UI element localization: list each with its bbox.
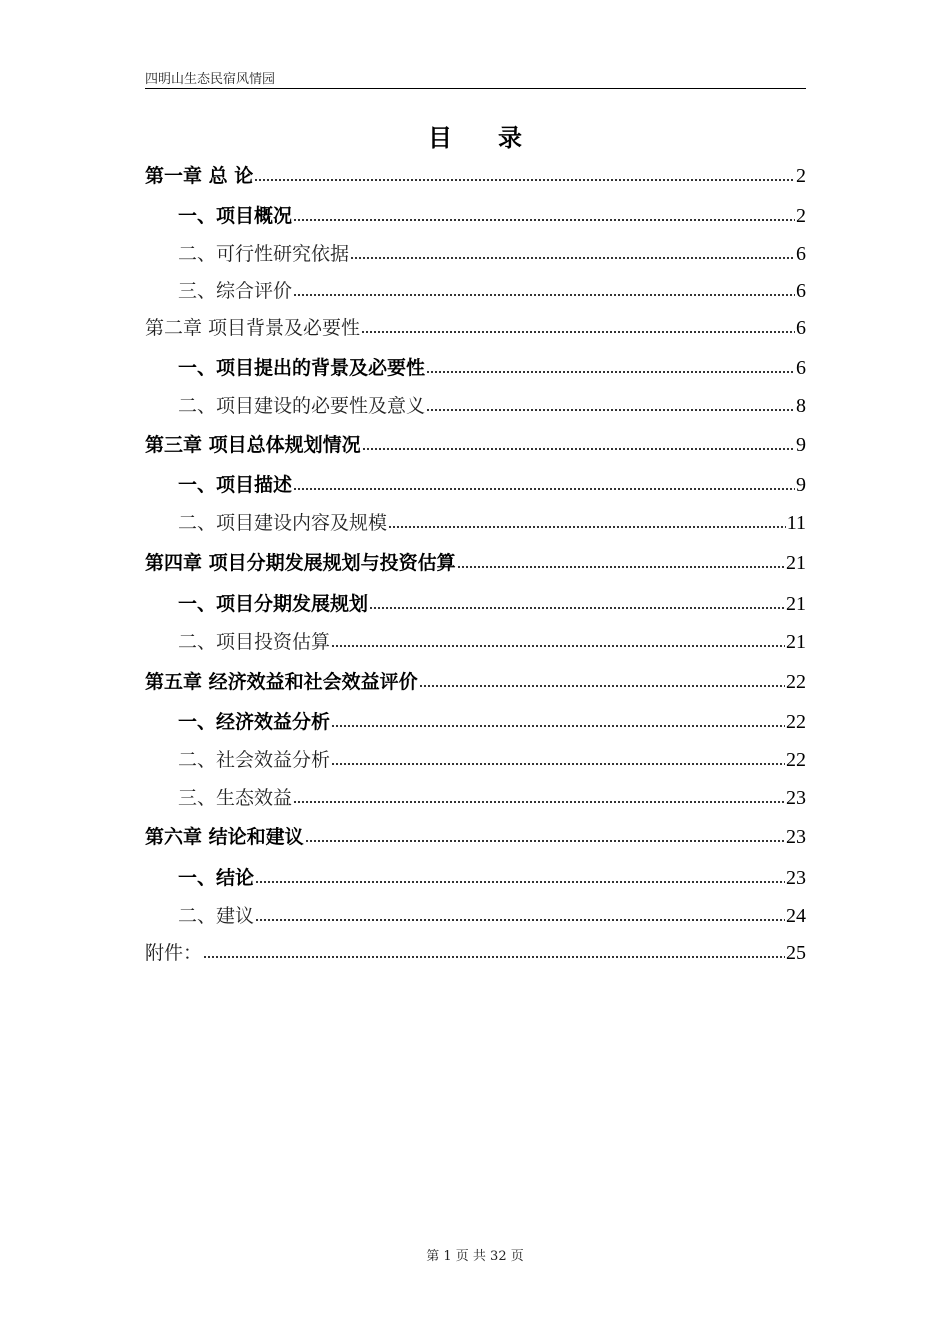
toc-entry-label: 第一章 总 论 <box>145 165 254 187</box>
toc-entry-page-number: 22 <box>786 749 806 771</box>
toc-title-char-1: 目 <box>428 124 452 152</box>
toc-dot-leader <box>331 723 785 729</box>
toc-entry-label: 一、项目概况 <box>178 205 293 227</box>
toc-dot-leader <box>369 605 785 611</box>
toc-dot-leader <box>305 838 785 844</box>
toc-entry[interactable] <box>178 505 806 535</box>
toc-dot-leader <box>293 217 795 223</box>
toc-entry[interactable] <box>145 819 806 849</box>
toc-entry-label: 第四章 项目分期发展规划与投资估算 <box>145 552 456 574</box>
toc-entry[interactable] <box>178 860 806 890</box>
toc-entry[interactable] <box>178 388 806 418</box>
toc-entry-page-number: 22 <box>786 671 806 693</box>
toc-entry-label: 二、社会效益分析 <box>178 749 331 771</box>
toc-dot-leader <box>350 255 795 261</box>
toc-entry-label: 三、生态效益 <box>178 787 293 809</box>
toc-entry-label: 二、项目建设的必要性及意义 <box>178 395 426 417</box>
toc-entry-label: 二、建议 <box>178 905 255 927</box>
toc-entry-label: 第五章 经济效益和社会效益评价 <box>145 671 418 693</box>
toc-dot-leader <box>293 799 785 805</box>
toc-dot-leader <box>388 524 786 530</box>
toc-dot-leader <box>426 407 795 413</box>
toc-entry-label: 三、综合评价 <box>178 280 293 302</box>
toc-entry-page-number: 23 <box>786 867 806 889</box>
toc-entry-page-number: 24 <box>786 905 806 927</box>
toc-title-char-2: 录 <box>498 124 522 152</box>
toc-dot-leader <box>457 564 785 570</box>
toc-entry[interactable] <box>178 273 806 303</box>
page-header <box>145 66 806 89</box>
toc-entry-page-number: 22 <box>786 711 806 733</box>
toc-entry-label: 二、可行性研究依据 <box>178 243 350 265</box>
toc-entry-page-number: 9 <box>796 474 806 496</box>
toc-entry-label: 一、经济效益分析 <box>178 711 331 733</box>
toc-entry-label: 一、项目分期发展规划 <box>178 593 369 615</box>
toc-entry[interactable] <box>178 704 806 734</box>
toc-entry-label: 附件： <box>145 942 203 964</box>
toc-dot-leader <box>331 643 785 649</box>
toc-dot-leader <box>426 369 795 375</box>
toc-entry-label: 一、项目描述 <box>178 474 293 496</box>
toc-entry-page-number: 21 <box>786 593 806 615</box>
toc-dot-leader <box>203 954 785 960</box>
toc-dot-leader <box>255 917 785 923</box>
toc-entry[interactable] <box>178 780 806 810</box>
toc-entry[interactable] <box>178 467 806 497</box>
toc-entry-label: 第六章 结论和建议 <box>145 826 304 848</box>
toc-dot-leader <box>362 446 795 452</box>
toc-entry-page-number: 8 <box>796 395 806 417</box>
toc-entry-page-number: 6 <box>796 317 806 339</box>
toc-entry-label: 第三章 项目总体规划情况 <box>145 434 361 456</box>
toc-entry[interactable] <box>178 898 806 928</box>
toc-entry[interactable] <box>178 624 806 654</box>
toc-dot-leader <box>331 761 785 767</box>
toc-title <box>0 118 950 153</box>
toc-dot-leader <box>255 879 785 885</box>
toc-dot-leader <box>361 329 795 335</box>
toc-entry-page-number: 21 <box>786 552 806 574</box>
toc-entry-page-number: 11 <box>786 512 806 534</box>
toc-entry[interactable] <box>178 198 806 228</box>
toc-entry-page-number: 2 <box>796 165 806 187</box>
toc-entry[interactable] <box>145 158 806 188</box>
toc-entry-label: 一、项目提出的背景及必要性 <box>178 357 426 379</box>
toc-dot-leader <box>293 486 795 492</box>
toc-dot-leader <box>419 683 785 689</box>
toc-dot-leader <box>254 177 795 183</box>
toc-entry-page-number: 21 <box>786 631 806 653</box>
toc-entry[interactable] <box>145 664 806 694</box>
toc-entry[interactable] <box>178 586 806 616</box>
toc-entry-page-number: 23 <box>786 826 806 848</box>
toc-entry-label: 二、项目投资估算 <box>178 631 331 653</box>
toc-entry-page-number: 6 <box>796 280 806 302</box>
toc-dot-leader <box>293 292 795 298</box>
page-footer: 第 1 页 共 32 页 <box>426 1249 524 1264</box>
toc-entry[interactable] <box>145 935 806 965</box>
toc-entry[interactable] <box>178 742 806 772</box>
toc-entry-label: 一、结论 <box>178 867 255 889</box>
toc-entry[interactable] <box>145 310 806 340</box>
toc-entry[interactable] <box>145 545 806 575</box>
toc-entry-page-number: 9 <box>796 434 806 456</box>
toc-entry[interactable] <box>178 236 806 266</box>
toc-entry[interactable] <box>145 427 806 457</box>
toc-entry-page-number: 23 <box>786 787 806 809</box>
toc-entry-label: 二、项目建设内容及规模 <box>178 512 388 534</box>
toc-entry-page-number: 25 <box>786 942 806 964</box>
toc-entry-page-number: 2 <box>796 205 806 227</box>
toc-entry-page-number: 6 <box>796 243 806 265</box>
header-title: 四明山生态民宿风情园 <box>145 72 276 87</box>
toc-entry[interactable] <box>178 350 806 380</box>
toc-entry-label: 第二章 项目背景及必要性 <box>145 317 361 339</box>
toc-entry-page-number: 6 <box>796 357 806 379</box>
